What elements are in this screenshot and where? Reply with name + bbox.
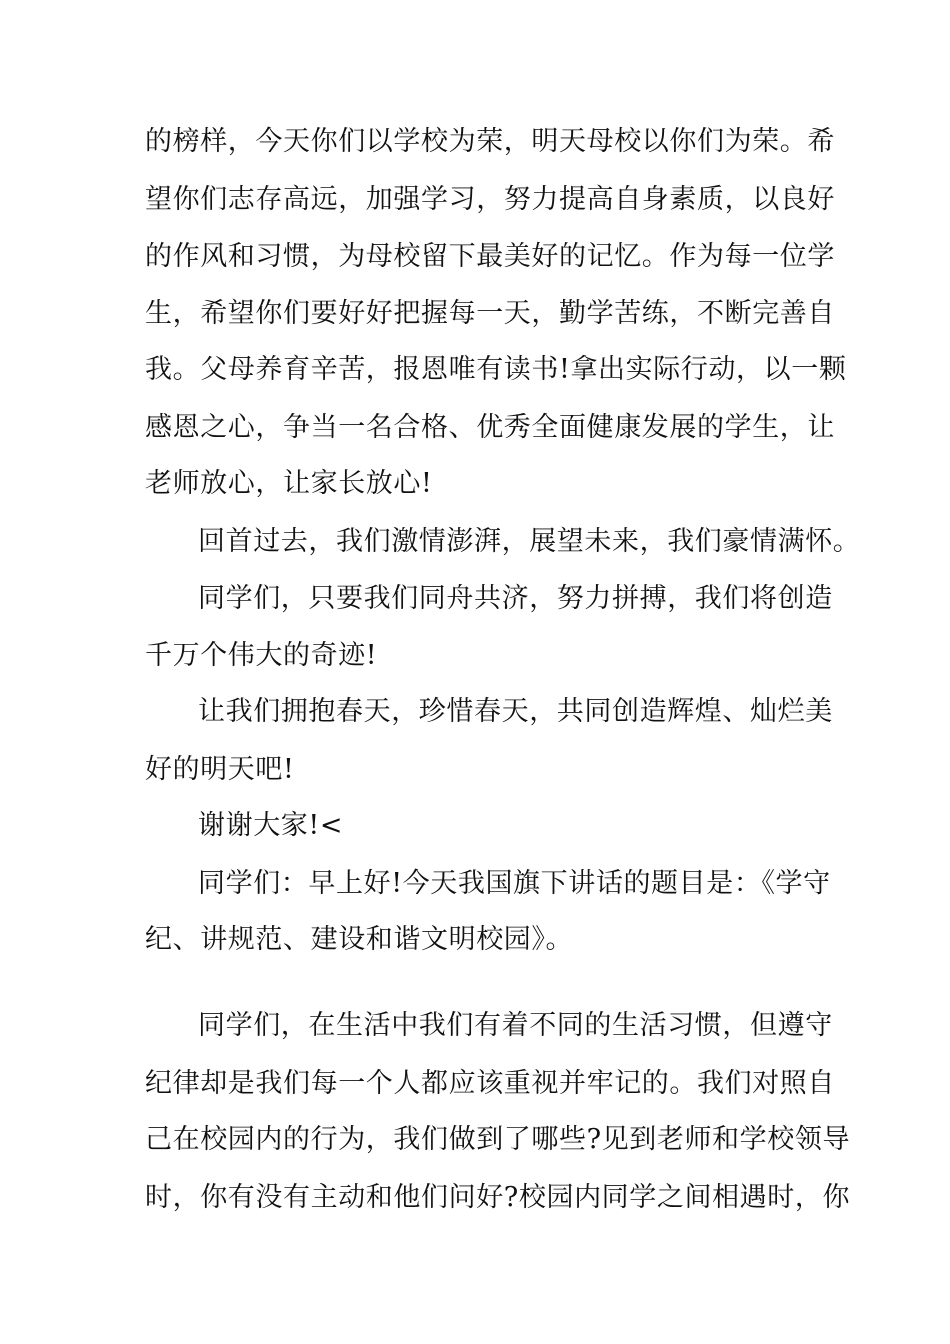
paragraph-start-line: 同学们：早上好!今天我国旗下讲话的题目是：《学守: [198, 868, 831, 899]
paragraph-start-line: 谢谢大家!<: [198, 810, 344, 841]
text-line: 的榜样，今天你们以学校为荣，明天母校以你们为荣。希: [145, 126, 835, 157]
paragraph-start-line: 让我们拥抱春天，珍惜春天，共同创造辉煌、灿烂美: [198, 696, 833, 727]
text-line: 纪、讲规范、建设和谐文明校园》。: [145, 924, 574, 955]
text-line: 时，你有没有主动和他们问好?校园内同学之间相遇时，你: [145, 1182, 851, 1213]
text-line: 的作风和习惯，为母校留下最美好的记忆。作为每一位学: [145, 241, 835, 272]
text-line: 千万个伟大的奇迹!: [145, 640, 378, 671]
text-line: 生，希望你们要好好把握每一天，勤学苦练，不断完善自: [145, 298, 835, 329]
text-line: 己在校园内的行为，我们做到了哪些?见到老师和学校领导: [145, 1124, 851, 1155]
text-line: 好的明天吧!: [145, 754, 295, 785]
text-line: 老师放心，让家长放心!: [145, 468, 433, 499]
paragraph-start-line: 同学们，在生活中我们有着不同的生活习惯，但遵守: [198, 1010, 833, 1041]
text-line: 感恩之心，争当一名合格、优秀全面健康发展的学生，让: [145, 412, 835, 443]
paragraph-start-line: 回首过去，我们激情澎湃，展望未来，我们豪情满怀。: [198, 526, 861, 557]
text-line: 纪律却是我们每一个人都应该重视并牢记的。我们对照自: [145, 1068, 835, 1099]
text-line: 我。父母养育辛苦，报恩唯有读书!拿出实际行动，以一颗: [145, 354, 847, 385]
text-line: 望你们志存高远，加强学习，努力提高自身素质，以良好: [145, 184, 835, 215]
paragraph-start-line: 同学们，只要我们同舟共济，努力拼搏，我们将创造: [198, 583, 833, 614]
